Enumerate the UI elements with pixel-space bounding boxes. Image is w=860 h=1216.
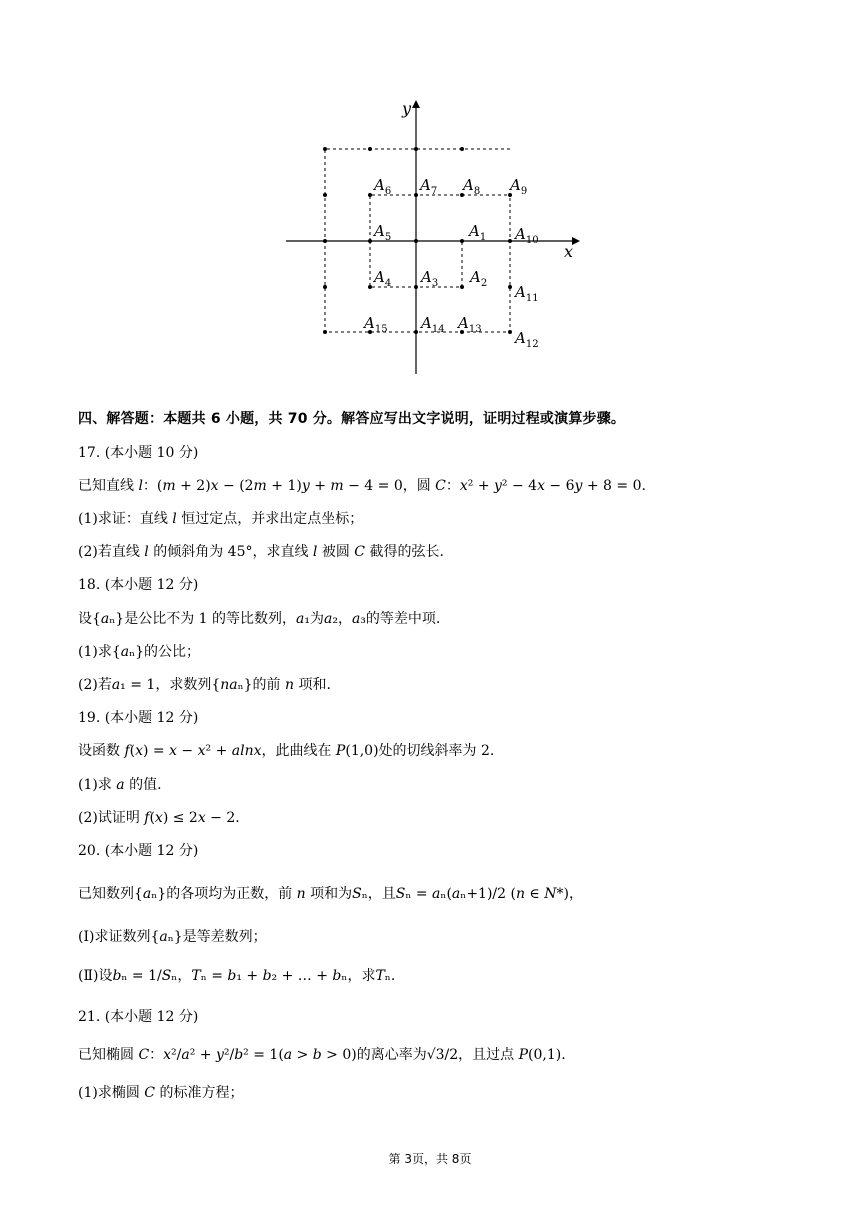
point-A6 [368, 193, 372, 197]
coordinate-figure [270, 90, 590, 380]
point-A4 [368, 285, 372, 289]
problem-19-part-2: (2)试证明 𝑓(𝑥) ≤ 2𝑥 − 2. [78, 810, 240, 826]
label-A3 [419, 268, 438, 289]
label-letter: A [469, 222, 480, 240]
point-A5 [368, 239, 372, 243]
y-axis-label: y [402, 99, 412, 118]
label-subscript: 8 [473, 186, 481, 197]
page-footer: 第 3页，共 8页 [388, 1152, 472, 1166]
label-letter: A [515, 225, 526, 243]
x-axis-arrow [572, 237, 580, 245]
label-letter: A [364, 314, 375, 332]
label-A11 [513, 283, 539, 304]
label-subscript: 9 [520, 186, 528, 197]
point [460, 147, 464, 151]
y-axis-arrow [412, 100, 420, 108]
point-A7 [414, 193, 418, 197]
problem-21-statement: 已知椭圆 𝐶：𝑥²/𝑎² + 𝑦²/𝑏² = 1(𝑎 > 𝑏 > 0)的离心率为√3/2，且过点 𝑃(0,1). [78, 1047, 566, 1063]
label-A6 [372, 176, 391, 197]
label-A14 [419, 314, 445, 335]
label-letter: A [420, 176, 431, 194]
label-subscript: 14 [431, 324, 445, 335]
label-letter: A [515, 283, 526, 301]
label-A8 [461, 176, 480, 197]
point [323, 239, 327, 243]
label-A12 [513, 329, 539, 350]
point-origin [414, 239, 418, 243]
label-A13 [456, 314, 482, 335]
problem-17-part-2: (2)若直线 𝑙 的倾斜角为 45°，求直线 𝑙 被圆 𝐶 截得的弦长. [78, 544, 444, 560]
label-A2 [468, 268, 487, 289]
label-A4 [372, 268, 391, 289]
point-A14 [414, 330, 418, 334]
point [414, 147, 418, 151]
label-subscript: 15 [374, 324, 388, 335]
problem-18-statement: 设{𝑎ₙ}是公比不为 1 的等比数列，𝑎₁为𝑎₂，𝑎₃的等差中项. [78, 611, 441, 627]
problem-18-title: 18. (本小题 12 分) [78, 577, 199, 593]
problem-19-title: 19. (本小题 12 分) [78, 710, 199, 726]
label-subscript: 5 [384, 232, 392, 243]
point-A12 [508, 330, 512, 334]
point [323, 147, 327, 151]
label-subscript: 13 [468, 324, 482, 335]
label-A1 [467, 222, 486, 243]
label-subscript: 2 [480, 278, 488, 289]
label-subscript: 11 [525, 293, 539, 304]
label-subscript: 12 [525, 339, 539, 350]
point [368, 147, 372, 151]
problem-19-part-1: (1)求 𝑎 的值. [78, 777, 162, 793]
label-letter: A [421, 268, 432, 286]
point [323, 330, 327, 334]
label-subscript: 4 [384, 278, 392, 289]
point-A10 [508, 239, 512, 243]
label-letter: A [374, 176, 385, 194]
problem-17-title: 17. (本小题 10 分) [78, 445, 199, 461]
label-letter: A [510, 176, 521, 194]
label-A15 [362, 314, 388, 335]
problem-17-part-1: (1)求证：直线 𝑙 恒过定点，并求出定点坐标； [78, 511, 364, 527]
label-A5 [372, 222, 391, 243]
problem-20-title: 20. (本小题 12 分) [78, 843, 199, 859]
section-header: 四、解答题：本题共 6 小题，共 70 分。解答应写出文字说明，证明过程或演算步骤。 [78, 411, 626, 427]
label-subscript: 1 [479, 232, 487, 243]
label-subscript: 7 [430, 186, 438, 197]
problem-21-part-1: (1)求椭圆 𝐶 的标准方程； [78, 1085, 244, 1101]
problem-20-part-1: (Ⅰ)求证数列{𝑎ₙ}是等差数列； [78, 929, 267, 945]
label-A7 [418, 176, 437, 197]
problem-21-title: 21. (本小题 12 分) [78, 1009, 199, 1025]
problem-20-statement: 已知数列{𝑎ₙ}的各项均为正数，前 𝑛 项和为𝑆ₙ，且𝑆ₙ = 𝑎ₙ(𝑎ₙ+1)/2 (𝑛 ∈ 𝑁*)， [78, 886, 583, 902]
label-A9 [508, 176, 527, 197]
label-letter: A [470, 268, 481, 286]
problem-18-part-1: (1)求{𝑎ₙ}的公比； [78, 644, 201, 660]
label-subscript: 6 [384, 186, 392, 197]
point-A1 [460, 239, 464, 243]
label-letter: A [515, 329, 526, 347]
point [323, 285, 327, 289]
problem-17-statement: 已知直线 𝑙：(𝑚 + 2)𝑥 − (2𝑚 + 1)𝑦 + 𝑚 − 4 = 0，圆 𝐶：𝑥² + 𝑦² − 4𝑥 − 6𝑦 + 8 = 0. [78, 478, 646, 494]
problem-20-part-2: (Ⅱ)设𝑏ₙ = 1/𝑆ₙ，𝑇ₙ = 𝑏₁ + 𝑏₂ + … + 𝑏ₙ，求𝑇ₙ. [78, 968, 396, 984]
point [323, 193, 327, 197]
problem-19-statement: 设函数 𝑓(𝑥) = 𝑥 − 𝑥² + 𝑎𝑙𝑛𝑥，此曲线在 𝑃(1,0)处的切线斜率为 2. [78, 743, 495, 759]
label-letter: A [374, 222, 385, 240]
point-A2 [460, 285, 464, 289]
label-subscript: 3 [431, 278, 439, 289]
label-letter: A [458, 314, 469, 332]
label-A10 [513, 225, 539, 246]
point-A11 [508, 285, 512, 289]
x-axis-label: x [564, 242, 574, 261]
problem-18-part-2: (2)若𝑎₁ = 1，求数列{𝑛𝑎ₙ}的前 𝑛 项和. [78, 677, 331, 693]
label-subscript: 10 [525, 235, 539, 246]
label-letter: A [374, 268, 385, 286]
label-letter: A [421, 314, 432, 332]
point-A3 [414, 285, 418, 289]
label-letter: A [463, 176, 474, 194]
